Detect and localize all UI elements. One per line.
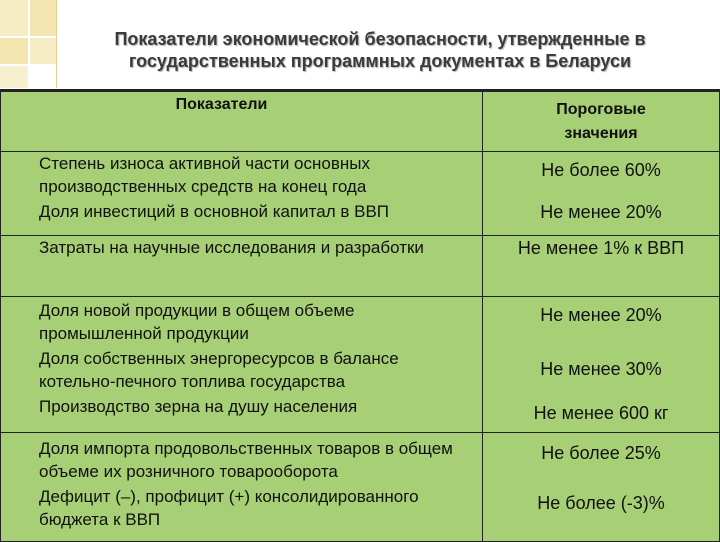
indicator-cell (1, 433, 483, 542)
threshold-cell (483, 297, 720, 433)
table-row (1, 152, 720, 236)
table-row (1, 297, 720, 433)
header-thresholds-label (483, 98, 719, 146)
threshold-value: Не менее 600 кг (533, 403, 669, 423)
threshold-value: Не менее 1% к ВВП (517, 238, 685, 258)
decor-square (30, 38, 56, 64)
threshold-value: Не более 25% (541, 443, 661, 463)
table-header-row (1, 91, 720, 152)
indicator-text: Доля инвестиций в основной капитал в ВВП (39, 202, 390, 221)
page-title (60, 28, 700, 72)
table-row (1, 433, 720, 542)
decor-square (0, 66, 28, 88)
indicator-text: Затраты на научные исследования и разработки (39, 238, 424, 257)
threshold-value: Не более 60% (541, 160, 661, 180)
table-row (1, 236, 720, 297)
header-indicators (1, 91, 483, 152)
indicator-text: Дефицит (–), профицит (+) консолидированного бюджета к ВВП (39, 487, 419, 529)
indicator-cell (1, 152, 483, 236)
title-line-1: Показатели экономической безопасности, утвержденные в (114, 29, 646, 49)
indicator-text: Доля собственных энергоресурсов в балансе котельно-печного топлива государства (39, 349, 399, 391)
threshold-cell (483, 152, 720, 236)
threshold-value: Не менее 20% (540, 305, 662, 325)
header-thresholds-line1: Пороговые (556, 101, 646, 118)
indicator-text: Доля новой продукции в общем объеме промышленной продукции (39, 301, 355, 343)
threshold-cell (483, 236, 720, 297)
title-line-2: государственных программных документах в Беларуси (128, 51, 632, 71)
indicator-text: Производство зерна на душу населения (39, 397, 358, 416)
decor-line (56, 0, 57, 88)
indicator-text: Доля импорта продовольственных товаров в общем объеме их розничного товарооборота (39, 439, 453, 481)
indicator-cell (1, 236, 483, 297)
decor-square (30, 0, 56, 36)
indicator-text: Степень износа активной части основных производственных средств на конец года (39, 154, 370, 196)
header-thresholds (483, 91, 720, 152)
threshold-value: Не менее 30% (540, 359, 662, 379)
header-indicators-label: Показатели (175, 96, 268, 113)
threshold-value: Не менее 20% (540, 202, 662, 222)
header-thresholds-line2: значения (564, 125, 638, 142)
indicators-table (0, 89, 720, 542)
threshold-cell (483, 433, 720, 542)
indicator-cell (1, 297, 483, 433)
decor-square (0, 0, 28, 36)
decor-square (0, 38, 28, 64)
threshold-value: Не более (-3)% (537, 493, 665, 513)
